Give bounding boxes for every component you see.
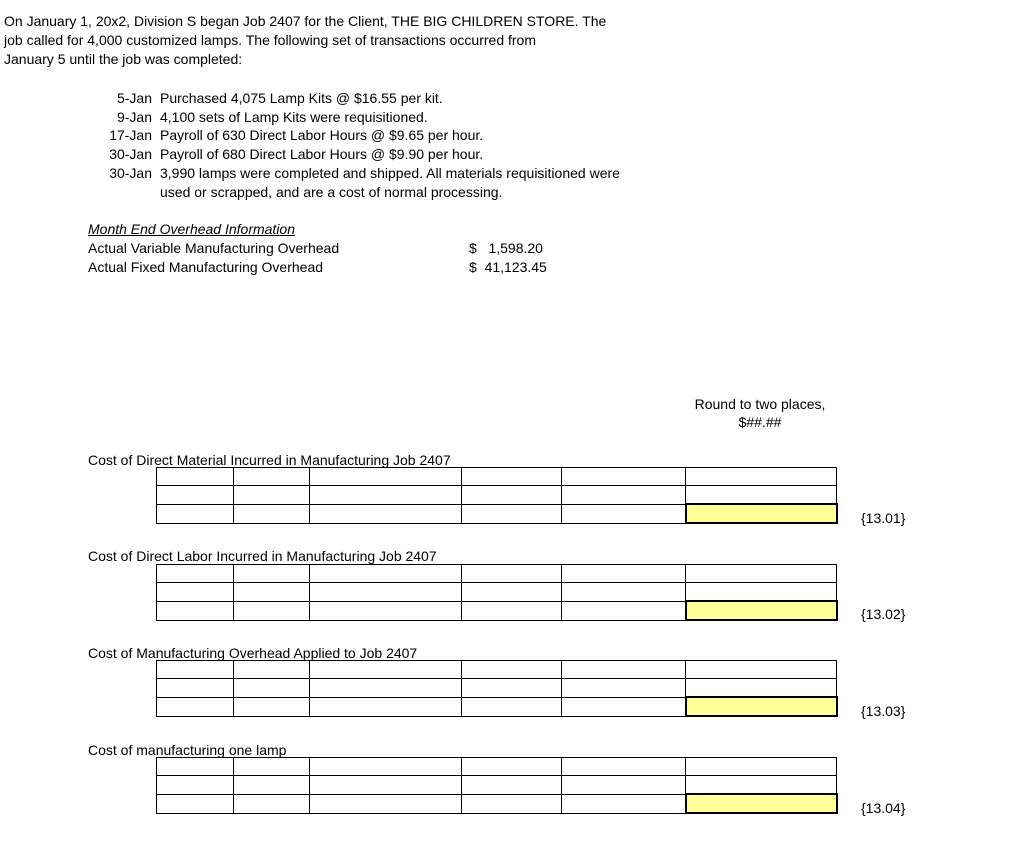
grid-cell[interactable] xyxy=(562,583,686,602)
grid-cell[interactable] xyxy=(462,661,562,679)
grid-cell[interactable] xyxy=(562,486,686,505)
grid-cell[interactable] xyxy=(462,776,562,795)
grid-cell[interactable] xyxy=(310,758,462,776)
grid-cell[interactable] xyxy=(562,697,686,716)
grid-cell[interactable] xyxy=(234,679,310,698)
grid-row xyxy=(157,601,837,620)
overhead-title: Month End Overhead Information xyxy=(88,221,296,237)
grid-row xyxy=(157,776,837,795)
grid-cell[interactable] xyxy=(157,504,234,523)
grid-cell[interactable] xyxy=(686,565,837,583)
section-title-direct-material: Cost of Direct Material Incurred in Manufacturing Job 2407 xyxy=(88,452,451,468)
grid-cell[interactable] xyxy=(310,679,462,698)
answer-cell-13-02[interactable] xyxy=(686,601,837,620)
grid-cell[interactable] xyxy=(234,601,310,620)
overhead-label: Actual Variable Manufacturing Overhead xyxy=(88,240,340,256)
grid-cell[interactable] xyxy=(157,486,234,505)
grid-cell[interactable] xyxy=(562,679,686,698)
section-title-direct-labor: Cost of Direct Labor Incurred in Manufacturing Job 2407 xyxy=(88,548,437,564)
grid-cell[interactable] xyxy=(462,583,562,602)
grid-cell[interactable] xyxy=(462,794,562,813)
grid-cell[interactable] xyxy=(686,758,837,776)
grid-row xyxy=(157,794,837,813)
reference-label: {13.02} xyxy=(861,606,906,622)
grid-cell[interactable] xyxy=(686,661,837,679)
transaction-date: 30-Jan xyxy=(109,165,152,181)
reference-label: {13.04} xyxy=(861,800,906,816)
grid-cell[interactable] xyxy=(310,697,462,716)
grid-cell[interactable] xyxy=(562,794,686,813)
grid-cell[interactable] xyxy=(157,794,234,813)
transaction-text: Purchased 4,075 Lamp Kits @ $16.55 per kit. xyxy=(160,90,443,106)
grid-cell[interactable] xyxy=(562,504,686,523)
grid-cell[interactable] xyxy=(157,601,234,620)
grid-cell[interactable] xyxy=(234,504,310,523)
grid-cell[interactable] xyxy=(234,486,310,505)
grid-cell[interactable] xyxy=(234,661,310,679)
grid-cell[interactable] xyxy=(234,758,310,776)
transaction-date: 5-Jan xyxy=(116,90,152,106)
cost-per-lamp-grid xyxy=(156,757,838,814)
transaction-text: 3,990 lamps were completed and shipped. All materials requisitioned were xyxy=(160,165,620,181)
grid-cell[interactable] xyxy=(157,776,234,795)
rounding-note-format: $##.## xyxy=(738,414,782,430)
rounding-note-line: Round to two places, xyxy=(694,396,826,412)
grid-row xyxy=(157,565,837,583)
grid-cell[interactable] xyxy=(157,758,234,776)
grid-cell[interactable] xyxy=(234,794,310,813)
grid-cell[interactable] xyxy=(462,565,562,583)
grid-cell[interactable] xyxy=(234,697,310,716)
grid-cell[interactable] xyxy=(157,565,234,583)
grid-cell[interactable] xyxy=(157,661,234,679)
transaction-text: Payroll of 630 Direct Labor Hours @ $9.65 per hour. xyxy=(160,127,484,143)
grid-cell[interactable] xyxy=(310,504,462,523)
grid-cell[interactable] xyxy=(157,697,234,716)
transaction-date: 9-Jan xyxy=(116,109,152,125)
grid-cell[interactable] xyxy=(562,601,686,620)
grid-cell[interactable] xyxy=(310,486,462,505)
grid-cell[interactable] xyxy=(310,565,462,583)
transaction-date: 17-Jan xyxy=(109,127,152,143)
reference-label: {13.01} xyxy=(861,510,906,526)
grid-cell[interactable] xyxy=(562,758,686,776)
reference-label: {13.03} xyxy=(861,703,906,719)
grid-cell[interactable] xyxy=(686,486,837,505)
grid-cell[interactable] xyxy=(462,697,562,716)
grid-cell[interactable] xyxy=(310,601,462,620)
grid-cell[interactable] xyxy=(310,794,462,813)
transaction-text: Payroll of 680 Direct Labor Hours @ $9.90 per hour. xyxy=(160,146,484,162)
grid-cell[interactable] xyxy=(462,601,562,620)
grid-cell[interactable] xyxy=(562,468,686,486)
grid-cell[interactable] xyxy=(157,468,234,486)
grid-row xyxy=(157,583,837,602)
answer-cell-13-04[interactable] xyxy=(686,794,837,813)
grid-cell[interactable] xyxy=(310,661,462,679)
grid-cell[interactable] xyxy=(562,661,686,679)
answer-cell-13-01[interactable] xyxy=(686,504,837,523)
grid-cell[interactable] xyxy=(686,468,837,486)
grid-cell[interactable] xyxy=(234,468,310,486)
intro-line: job called for 4,000 customized lamps. The following set of transactions occurred from xyxy=(4,32,536,48)
grid-cell[interactable] xyxy=(157,583,234,602)
transaction-date: 30-Jan xyxy=(109,146,152,162)
grid-cell[interactable] xyxy=(562,776,686,795)
grid-cell[interactable] xyxy=(462,468,562,486)
intro-line: January 5 until the job was completed: xyxy=(4,51,243,67)
grid-cell[interactable] xyxy=(686,583,837,602)
direct-material-grid xyxy=(156,467,838,524)
section-title-overhead-applied: Cost of Manufacturing Overhead Applied to Job 2407 xyxy=(88,645,418,661)
intro-line: On January 1, 20x2, Division S began Job 2407 for the Client, THE BIG CHILDREN STORE. The xyxy=(4,13,607,29)
grid-row xyxy=(157,504,837,523)
overhead-value: $ 1,598.20 xyxy=(469,240,543,256)
grid-row xyxy=(157,697,837,716)
grid-row xyxy=(157,661,837,679)
grid-cell[interactable] xyxy=(462,679,562,698)
grid-row xyxy=(157,758,837,776)
grid-row xyxy=(157,468,837,486)
grid-row xyxy=(157,679,837,698)
overhead-value: $ 41,123.45 xyxy=(469,259,547,275)
section-title-cost-per-lamp: Cost of manufacturing one lamp xyxy=(88,742,287,758)
overhead-applied-grid xyxy=(156,660,838,717)
intro-paragraph xyxy=(4,12,664,69)
transaction-text: used or scrapped, and are a cost of normal processing. xyxy=(160,184,503,200)
grid-cell[interactable] xyxy=(686,776,837,795)
grid-cell[interactable] xyxy=(234,776,310,795)
grid-cell[interactable] xyxy=(310,776,462,795)
rounding-note xyxy=(640,395,880,431)
grid-cell[interactable] xyxy=(234,565,310,583)
answer-cell-13-03[interactable] xyxy=(686,697,837,716)
grid-cell[interactable] xyxy=(686,679,837,698)
grid-cell[interactable] xyxy=(462,504,562,523)
grid-cell[interactable] xyxy=(462,758,562,776)
grid-cell[interactable] xyxy=(310,583,462,602)
overhead-label: Actual Fixed Manufacturing Overhead xyxy=(88,259,324,275)
grid-cell[interactable] xyxy=(462,486,562,505)
grid-cell[interactable] xyxy=(310,468,462,486)
grid-cell[interactable] xyxy=(562,565,686,583)
direct-labor-grid xyxy=(156,564,838,621)
grid-cell[interactable] xyxy=(157,679,234,698)
grid-row xyxy=(157,486,837,505)
grid-cell[interactable] xyxy=(234,583,310,602)
transaction-text: 4,100 sets of Lamp Kits were requisitioned. xyxy=(160,109,428,125)
